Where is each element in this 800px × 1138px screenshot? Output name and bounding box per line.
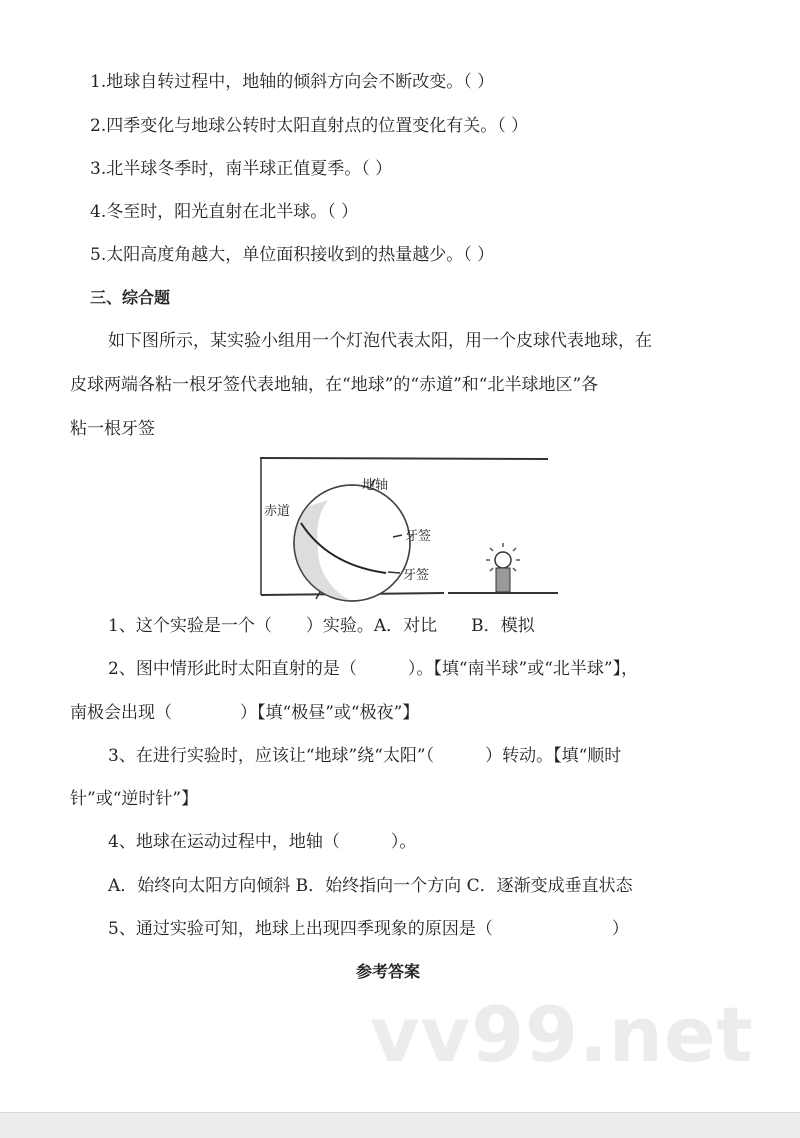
question-line: A．始终向太阳方向倾斜 B．始终指向一个方向 C．逐渐变成垂直状态 bbox=[108, 876, 633, 896]
question-line: 3、在进行实验时，应该让“地球”绕“太阳”（ ）转动。【填“顺时 bbox=[108, 746, 622, 766]
intro-line: 如下图所示，某实验小组用一个灯泡代表太阳，用一个皮球代表地球，在 bbox=[108, 331, 652, 351]
label-toothpick: 牙签 bbox=[403, 568, 430, 583]
lightbulb-icon bbox=[486, 543, 520, 592]
intro-line: 粘一根牙签 bbox=[70, 419, 155, 439]
question-line: 2、图中情形此时太阳直射的是（ ）。【填“南半球”或“北半球”】， bbox=[108, 659, 639, 679]
question-line: 南极会出现（ ）【填“极昼”或“极夜”】 bbox=[70, 703, 420, 723]
answers-title: 参考答案 bbox=[356, 962, 421, 981]
question-line: 4、地球在运动过程中，地轴（ ）。 bbox=[108, 832, 417, 852]
globe-lamp-illustration bbox=[258, 455, 560, 603]
question-line: 针”或“逆时针”】 bbox=[70, 789, 199, 809]
section-title: 三、综合题 bbox=[90, 288, 171, 307]
question-line: 1、这个实验是一个（ ）实验。A．对比 B．模拟 bbox=[108, 616, 535, 636]
label-equator: 赤道 bbox=[264, 504, 291, 519]
label-toothpick: 牙签 bbox=[405, 529, 432, 544]
question-line: 5、通过实验可知，地球上出现四季现象的原因是（ ） bbox=[108, 919, 629, 939]
judgement-item: 4.冬至时，阳光直射在北半球。（ ） bbox=[90, 202, 359, 222]
experiment-figure bbox=[258, 455, 560, 603]
judgement-item: 3.北半球冬季时，南半球正值夏季。（ ） bbox=[90, 159, 393, 179]
judgement-item: 1.地球自转过程中，地轴的倾斜方向会不断改变。（ ） bbox=[90, 72, 495, 92]
intro-line: 皮球两端各粘一根牙签代表地轴，在“地球”的“赤道”和“北半球地区”各 bbox=[70, 375, 599, 395]
page-footer-bar bbox=[0, 1112, 800, 1138]
watermark: vv99.net bbox=[370, 990, 754, 1079]
judgement-item: 2.四季变化与地球公转时太阳直射点的位置变化有关。（ ） bbox=[90, 116, 529, 136]
judgement-item: 5.太阳高度角越大，单位面积接收到的热量越少。（ ） bbox=[90, 245, 495, 265]
globe bbox=[293, 479, 410, 601]
label-axis: 地轴 bbox=[362, 478, 389, 493]
